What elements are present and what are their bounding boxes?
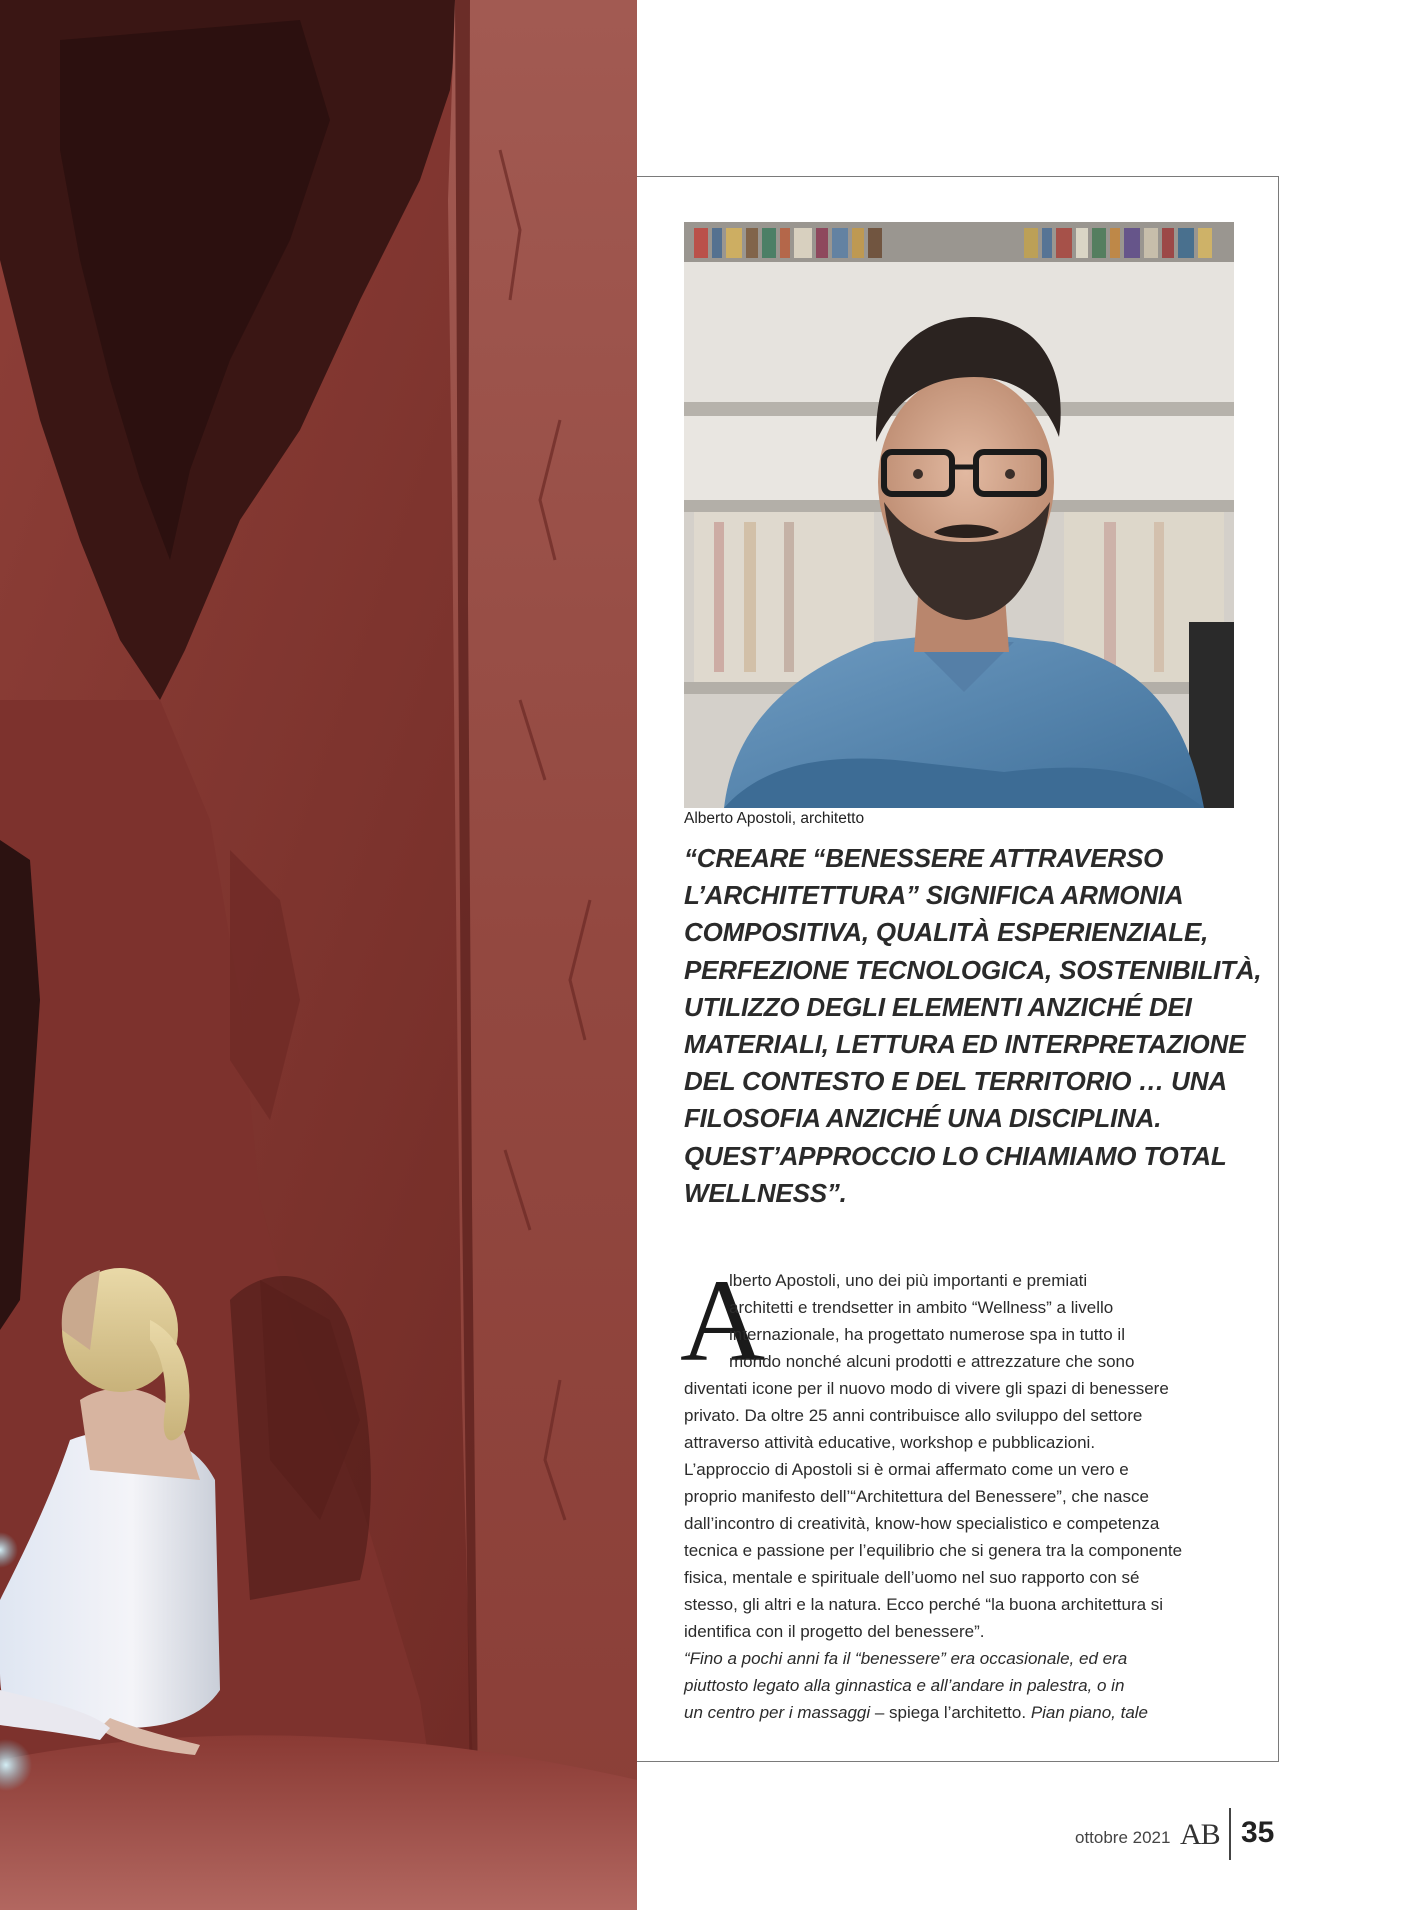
body-line: attraverso attività educative, workshop e pubblicazioni.: [684, 1433, 1096, 1452]
body-line: diventati icone per il nuovo modo di vivere gli spazi di benessere: [684, 1379, 1169, 1398]
pull-quote: [684, 840, 1262, 1212]
body-line: identifica con il progetto del benessere”.: [684, 1622, 985, 1641]
pull-quote-line: WELLNESS”.: [684, 1177, 847, 1208]
architect-portrait-photo: [684, 222, 1234, 808]
magazine-logo: AB: [1180, 1818, 1220, 1851]
body-line: lberto Apostoli, uno dei più importanti e premiati: [729, 1271, 1088, 1290]
body-line: tecnica e passione per l’equilibrio che si genera tra la componente: [684, 1541, 1183, 1560]
body-line: piuttosto legato alla ginnastica e all’andare in palestra, o in: [684, 1676, 1125, 1695]
body-line: “Fino a pochi anni fa il “benessere” era occasionale, ed era: [684, 1649, 1128, 1668]
body-italic-fragment: un centro per i massaggi: [684, 1703, 871, 1722]
body-line: L’approccio di Apostoli si è ormai affermato come un vero e: [684, 1460, 1129, 1479]
photo-caption: Alberto Apostoli, architetto: [684, 810, 865, 827]
cave-spa-photo: [0, 0, 637, 1910]
folio-divider: [1229, 1808, 1231, 1860]
pull-quote-line: PERFEZIONE TECNOLOGICA, SOSTENIBILITÀ,: [684, 954, 1262, 985]
page-folio: [1060, 1804, 1280, 1864]
body-line: internazionale, ha progettato numerose spa in tutto il: [729, 1325, 1125, 1344]
pull-quote-line: DEL CONTESTO E DEL TERRITORIO … UNA: [684, 1066, 1227, 1097]
article-body: [684, 1267, 1232, 1726]
body-line: proprio manifesto dell’“Architettura del Benessere”, che nasce: [684, 1487, 1149, 1506]
body-line: dall’incontro di creatività, know-how specialistico e competenza: [684, 1514, 1160, 1533]
pull-quote-line: FILOSOFIA ANZICHÉ UNA DISCIPLINA.: [684, 1103, 1162, 1134]
pull-quote-line: MATERIALI, LETTURA ED INTERPRETAZIONE: [684, 1029, 1246, 1060]
body-plain-fragment: – spiega l’architetto.: [870, 1703, 1031, 1722]
issue-date: ottobre 2021: [1075, 1828, 1171, 1847]
drop-cap: A: [680, 1255, 766, 1386]
pull-quote-line: QUEST’APPROCCIO LO CHIAMIAMO TOTAL: [684, 1140, 1227, 1171]
page-number: 35: [1241, 1816, 1275, 1849]
body-line: mondo nonché alcuni prodotti e attrezzature che sono: [729, 1352, 1135, 1371]
pull-quote-line: UTILIZZO DEGLI ELEMENTI ANZICHÉ DEI: [684, 991, 1192, 1022]
body-line: stesso, gli altri e la natura. Ecco perché “la buona architettura si: [684, 1595, 1164, 1614]
body-line: architetti e trendsetter in ambito “Wellness” a livello: [729, 1298, 1114, 1317]
pull-quote-line: “CREARE “BENESSERE ATTRAVERSO: [684, 843, 1164, 873]
pull-quote-line: L’ARCHITETTURA” SIGNIFICA ARMONIA: [684, 880, 1184, 911]
body-last-line: [684, 1699, 1232, 1726]
body-line: privato. Da oltre 25 anni contribuisce allo sviluppo del settore: [684, 1406, 1143, 1425]
body-italic-fragment: Pian piano, tale: [1030, 1703, 1149, 1722]
pull-quote-line: COMPOSITIVA, QUALITÀ ESPERIENZIALE,: [684, 917, 1209, 948]
body-line: fisica, mentale e spirituale dell’uomo nel suo rapporto con sé: [684, 1568, 1140, 1587]
